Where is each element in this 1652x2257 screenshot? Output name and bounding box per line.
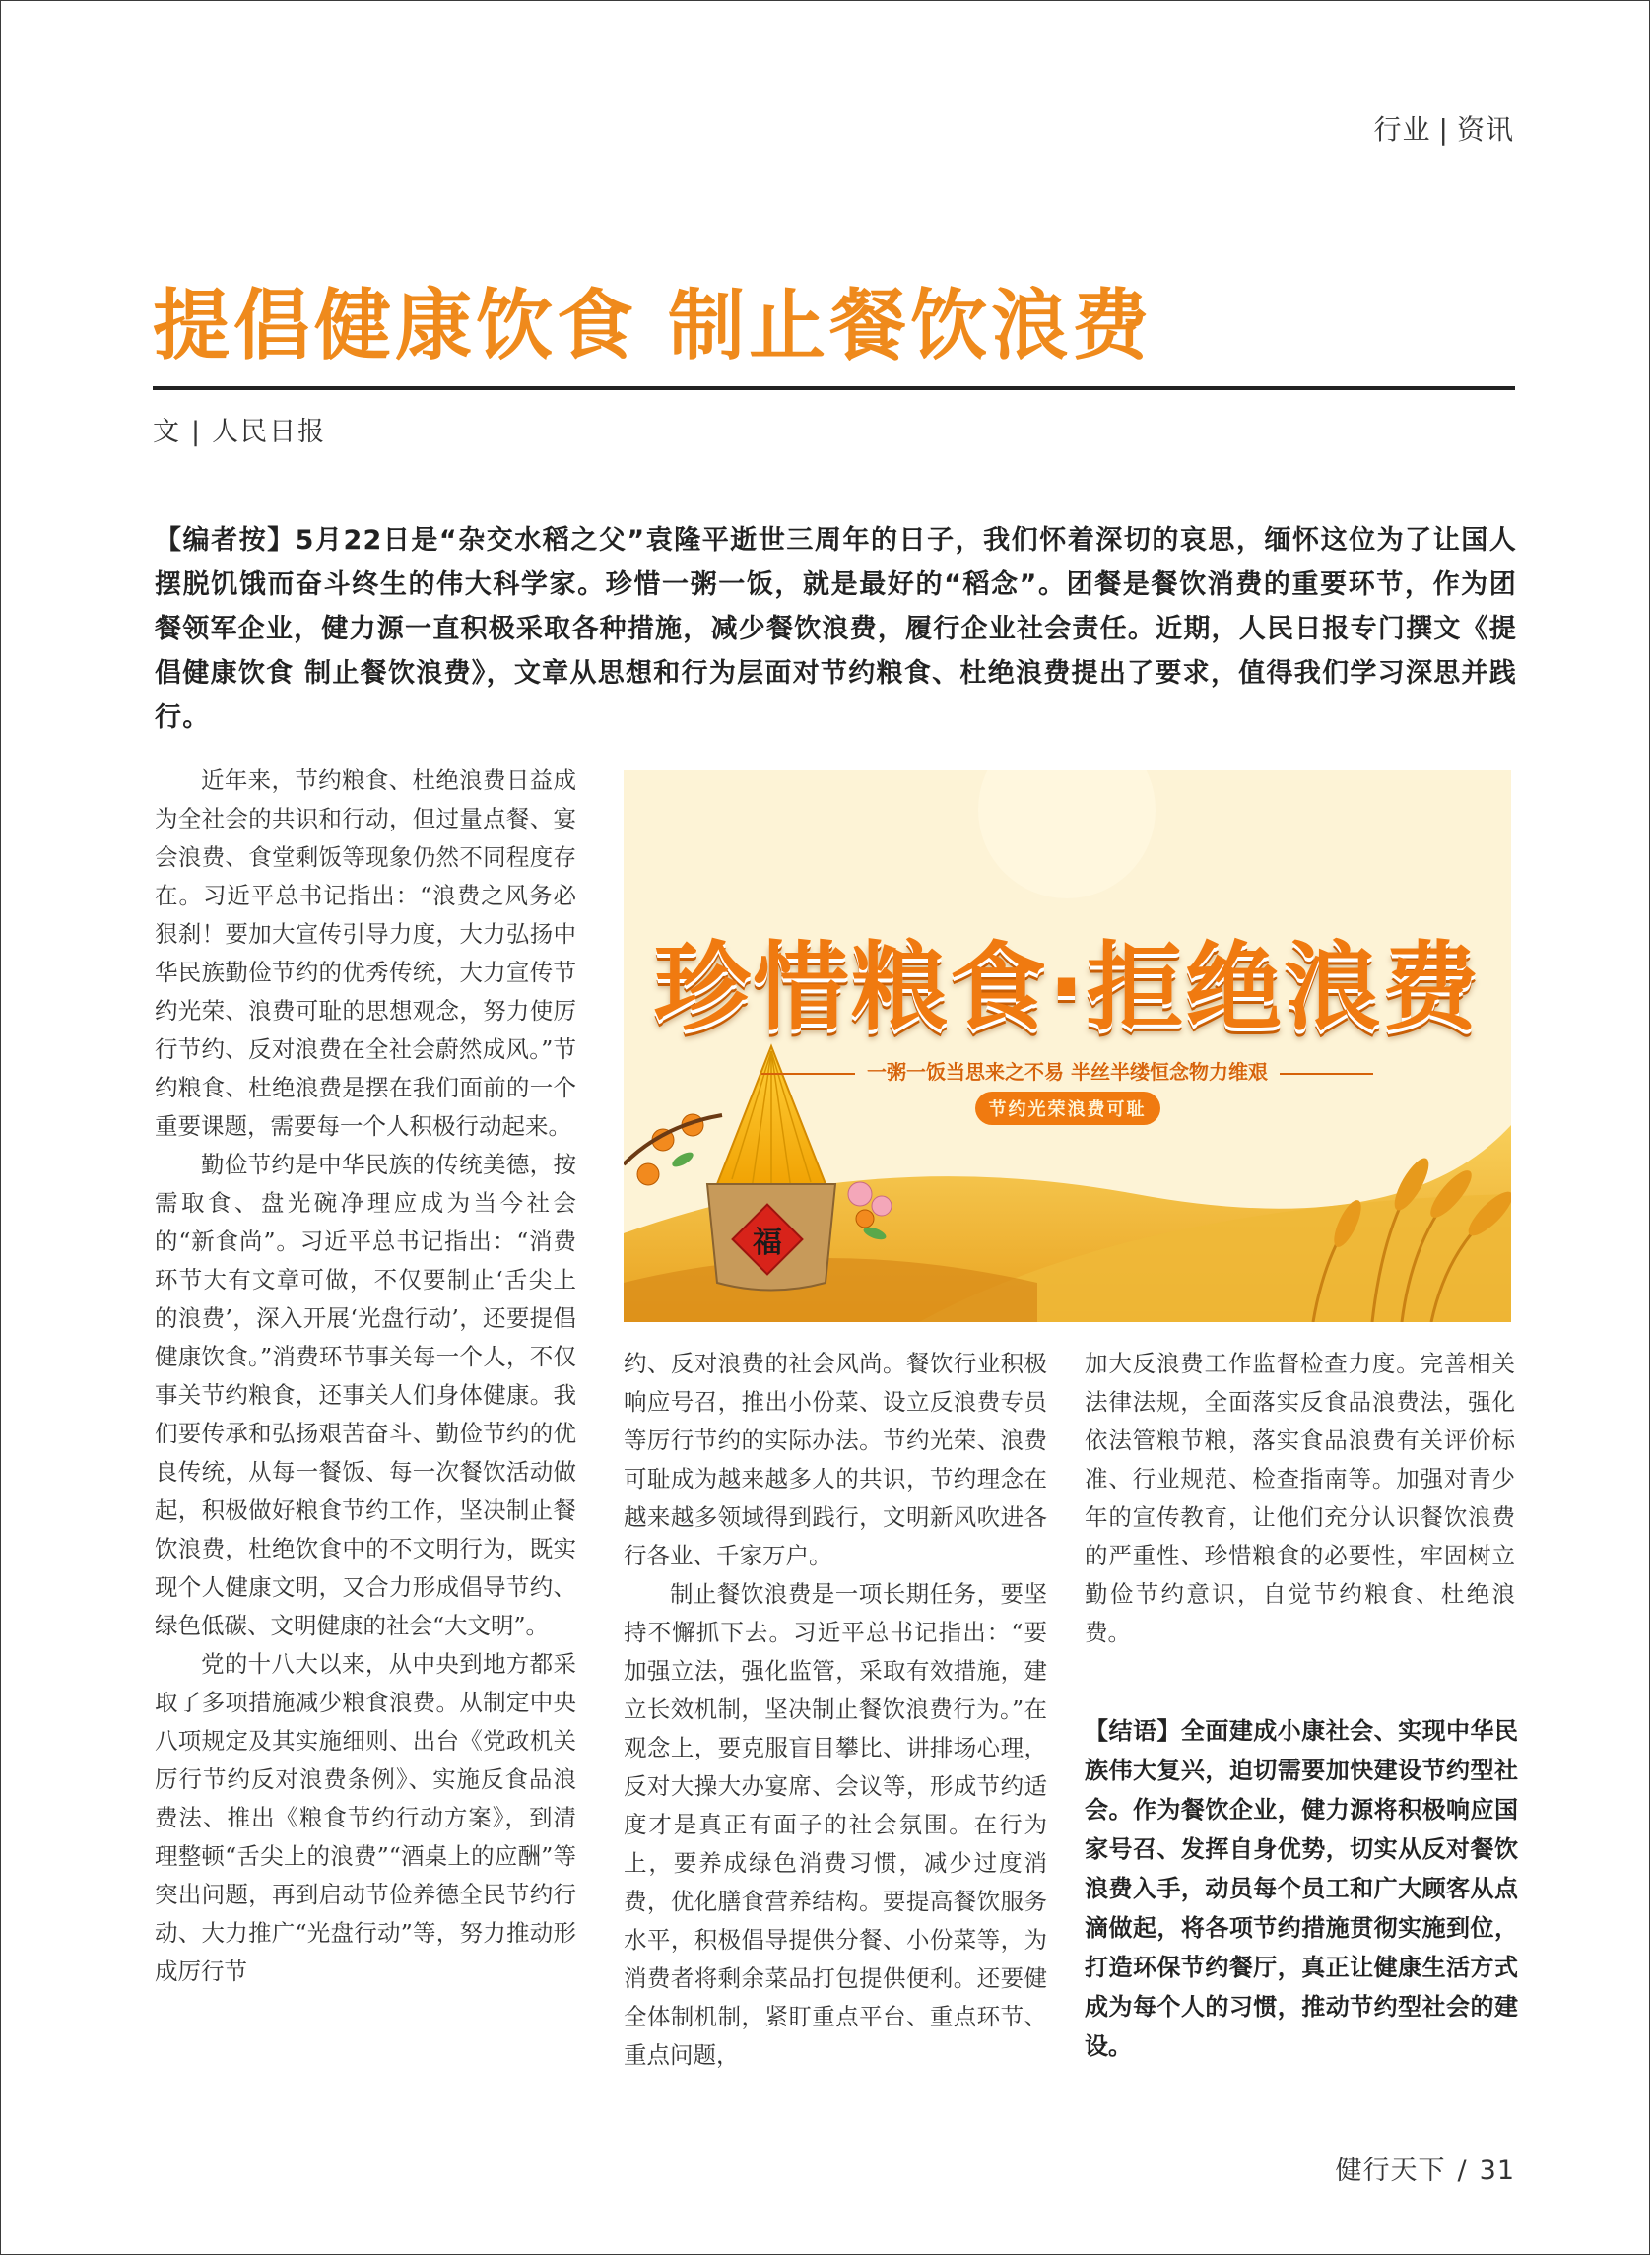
poster-slogan-text: 一粥一饭当思来之不易 半丝半缕恒念物力维艰 (867, 1060, 1268, 1084)
paragraph: 加大反浪费工作监督检查力度。完善相关法律法规，全面落实反食品浪费法，强化依法管粮节粮，落实食品浪费有关评价标准、行业规范、检查指南等。加强对青少年的宣传教育，让他们充分认识餐饮浪费的严重性、珍惜粮食的必要性，牢固树立勤俭节约意识，自觉节约粮食、杜绝浪费。 (1085, 1350, 1515, 1646)
fu-sign (731, 1203, 804, 1276)
editor-note: 【编者按】5月22日是“杂交水稻之父”袁隆平逝世三周年的日子，我们怀着深切的哀思，缅怀这位为了让国人摆脱饥饿而奋斗终生的伟大科学家。珍惜一粥一饭，就是最好的“稻念”。团餐是餐饮消费的重要环节，作为团餐领军企业，健力源一直积极采取各种措施，减少餐饮浪费，履行企业社会责任。近期，人民日报专门撰文《提倡健康饮食 制止餐饮浪费》，文章从思想和行为层面对节约粮食、杜绝浪费提出了要求，值得我们学习深思并践行。 (155, 525, 1517, 733)
section-label: 行业 (1373, 113, 1431, 146)
title-rule (153, 386, 1515, 390)
poster-badge-text: 节约光荣浪费可耻 (975, 1092, 1160, 1125)
paragraph: 勤俭节约是中华民族的传统美德，按需取食、盘光碗净理应成为当今社会的“新食尚”。习近平总书记指出：“消费环节大有文章可做，不仅要制止‘舌尖上的浪费’，深入开展‘光盘行动’，还要提倡健康饮食。”消费环节事关每一个人，不仅事关节约粮食，还事关人们身体健康。我们要传承和弘扬艰苦奋斗、勤俭节约的优良传统，从每一餐饭、每一次餐饮活动做起，积极做好粮食节约工作，坚决制止餐饮浪费，杜绝饮食中的不文明行为，既实现个人健康文明，又合力形成倡导节约、绿色低碳、文明健康的社会“大文明”。 (155, 1151, 576, 1639)
subsection-label: 资讯 (1456, 113, 1514, 146)
paragraph: 党的十八大以来，从中央到地方都采取了多项措施减少粮食浪费。从制定中央八项规定及其实施细则、出台《党政机关厉行节约反对浪费条例》、实施反食品浪费法、推出《粮食节约行动方案》，到清理整顿“舌尖上的浪费”“酒桌上的应酬”等突出问题，再到启动节俭养德全民节约行动、大力推广“光盘行动”等，努力推动形成厉行节 (155, 1650, 576, 1985)
article-column-1 (155, 762, 576, 1991)
conclusion: 【结语】全面建成小康社会、实现中华民族伟大复兴，迫切需要加快建设节约型社会。作为餐饮企业，健力源将积极响应国家号召、发挥自身优势，切实从反对餐饮浪费入手，动员每个员工和广大顾客从点滴做起，将各项节约措施贯彻实施到位，打造环保节约餐厅，真正让健康生活方式成为每个人的习惯，推动节约型社会的建设。 (1085, 1717, 1518, 2060)
article-column-3 (1085, 1345, 1515, 1652)
page-number: 31 (1479, 2156, 1515, 2186)
poster-badge (624, 1092, 1511, 1125)
poster-slogan (624, 1056, 1511, 1085)
article-title: 提倡健康饮食 制止餐饮浪费 (153, 281, 1154, 370)
byline-label: 文 (153, 417, 181, 447)
paragraph: 近年来，节约粮食、杜绝浪费日益成为全社会的共识和行动，但过量点餐、宴会浪费、食堂剩饭等现象仍然不同程度存在。习近平总书记指出：“浪费之风务必狠刹！要加大宣传引导力度，大力弘扬中华民族勤俭节约的优秀传统，大力宣传节约光荣、浪费可耻的思想观念，努力使厉行节约、反对浪费在全社会蔚然成风。”节约粮食、杜绝浪费是摆在我们面前的一个重要课题，需要每一个人积极行动起来。 (155, 766, 576, 1140)
poster-headline: 珍惜粮食·拒绝浪费 (653, 932, 1482, 1044)
page-footer (1336, 2149, 1515, 2187)
byline (153, 410, 326, 448)
paragraph: 制止餐饮浪费是一项长期任务，要坚持不懈抓下去。习近平总书记指出：“要加强立法，强化监管，采取有效措施，建立长效机制，坚决制止餐饮浪费行为。”在观念上，要克服盲目攀比、讲排场心理，反对大操大办宴席、会议等，形成节约适度才是真正有面子的社会氛围。在行为上，要养成绿色消费习惯，减少过度消费，优化膳食营养结构。要提高餐饮服务水平，积极倡导提供分餐、小份菜等，为消费者将剩余菜品打包提供便利。还要健全体制机制，紧盯重点平台、重点环节、重点问题， (624, 1580, 1047, 2069)
section-separator: | (1438, 113, 1449, 146)
paragraph: 约、反对浪费的社会风尚。餐饮行业积极响应号召，推出小份菜、设立反浪费专员等厉行节约的实际办法。节约光荣、浪费可耻成为越来越多人的共识，节约理念在越来越多领域得到践行，文明新风吹进各行各业、千家万户。 (624, 1350, 1047, 1569)
section-tag (1374, 108, 1514, 148)
footer-separator: / (1457, 2156, 1468, 2186)
magazine-name: 健行天下 (1335, 2156, 1446, 2186)
poster-image (624, 770, 1511, 1322)
byline-source: 人民日报 (212, 417, 327, 447)
byline-separator: | (191, 417, 203, 447)
article-column-2 (624, 1345, 1047, 2075)
fu-character: 福 (753, 1226, 782, 1260)
